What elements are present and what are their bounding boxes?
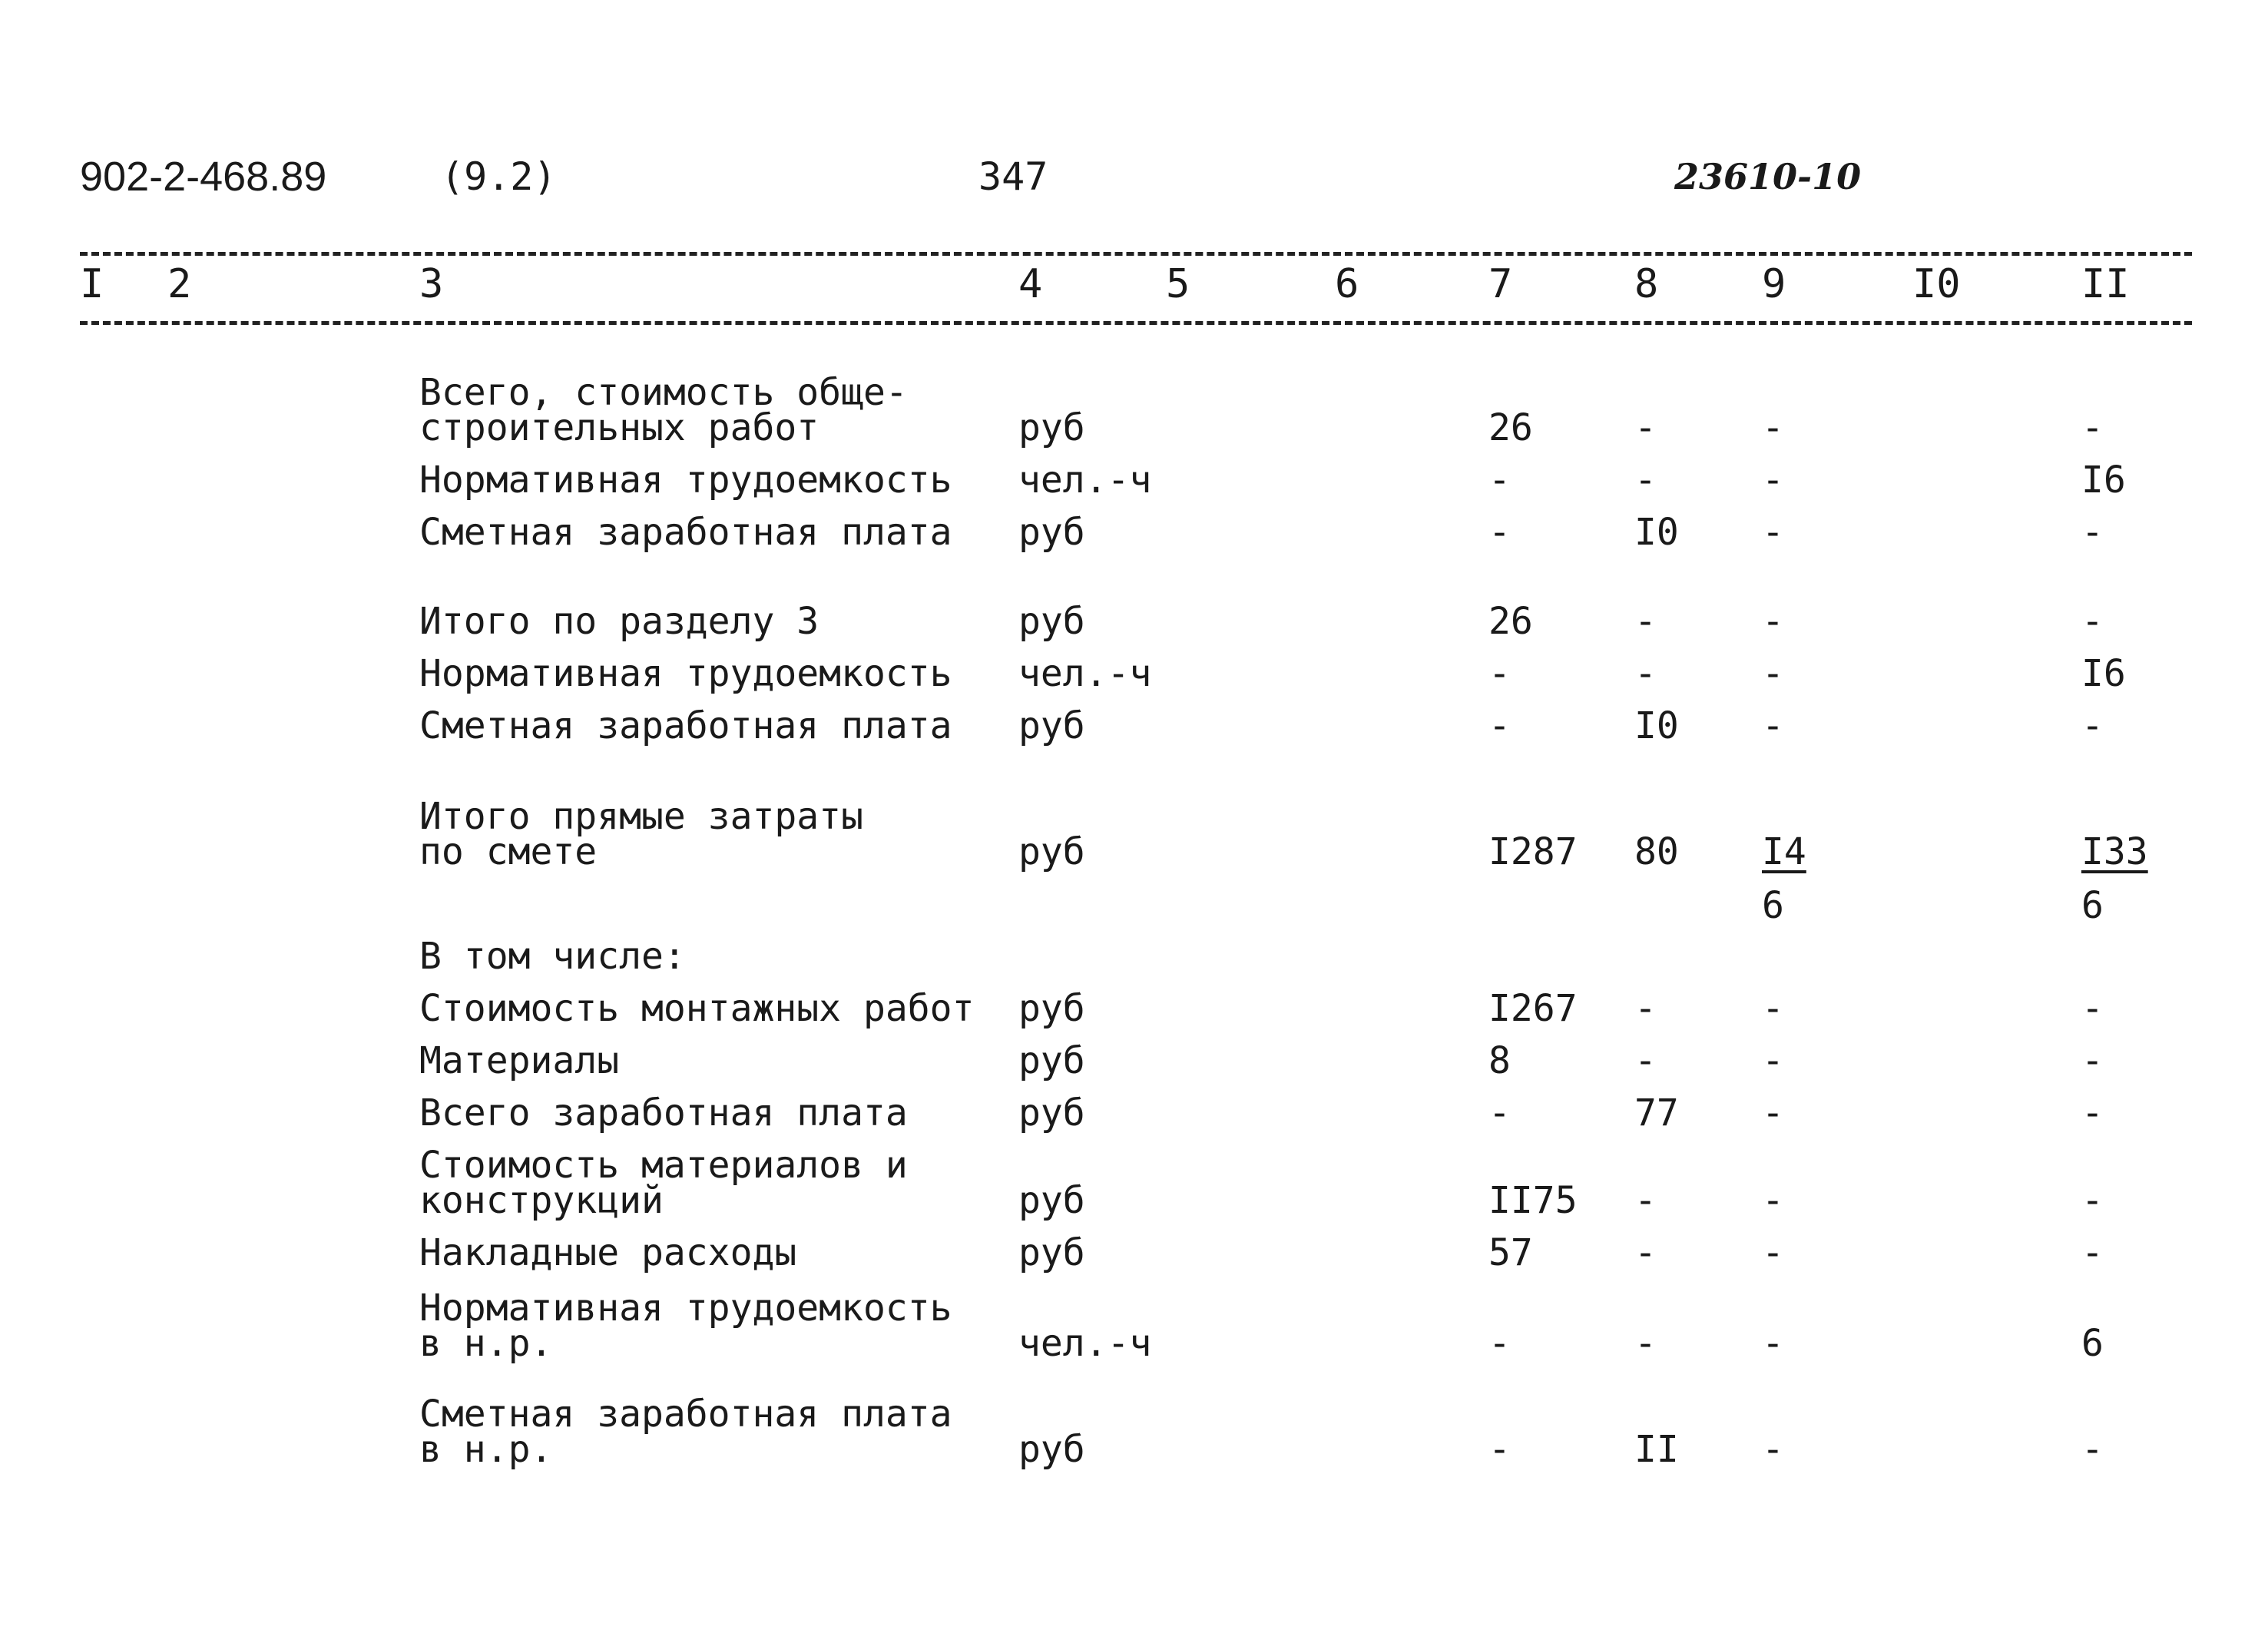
row-col11: - <box>2081 987 2104 1030</box>
row-description: Сметная заработная плата <box>419 704 952 747</box>
row-description: Сметная заработная плата в н.р. <box>419 1393 952 1471</box>
column-number-7: 7 <box>1488 261 1513 307</box>
row-unit: руб <box>1018 704 1085 747</box>
row-description: Итого прямые затраты по смете <box>419 795 863 873</box>
row-col8: - <box>1634 459 1657 502</box>
column-number-3: 3 <box>419 261 444 307</box>
column-number-11: II <box>2081 261 2130 307</box>
row-unit: руб <box>1018 1091 1085 1134</box>
row-col7: - <box>1488 652 1511 695</box>
row-unit: руб <box>1018 830 1085 873</box>
row-col9: - <box>1762 704 1784 747</box>
row-col9: - <box>1762 987 1784 1030</box>
row-col8: 77 <box>1634 1091 1679 1134</box>
row-col9: - <box>1762 1231 1784 1274</box>
row-col9: - <box>1762 459 1784 502</box>
row-description: Всего заработная плата <box>419 1091 908 1134</box>
row-description: Всего, стоимость обще- строительных работ <box>419 371 908 449</box>
row-unit: руб <box>1018 1039 1085 1082</box>
row-col11-numerator: I33 <box>2081 830 2148 873</box>
row-description: Нормативная трудоемкость <box>419 652 952 695</box>
row-col7: 26 <box>1488 406 1533 449</box>
row-col8: - <box>1634 406 1657 449</box>
column-number-9: 9 <box>1762 261 1786 307</box>
row-unit: чел.-ч <box>1018 459 1152 502</box>
row-col9: - <box>1762 1322 1784 1365</box>
row-col9: - <box>1762 1428 1784 1471</box>
column-number-2: 2 <box>167 261 192 307</box>
row-col8: I0 <box>1634 511 1679 554</box>
row-col7: - <box>1488 704 1511 747</box>
row-col9: - <box>1762 406 1784 449</box>
row-col8: II <box>1634 1428 1679 1471</box>
row-description: Сметная заработная плата <box>419 511 952 554</box>
row-col8: - <box>1634 652 1657 695</box>
column-number-8: 8 <box>1634 261 1659 307</box>
row-description: Итого по разделу 3 <box>419 600 819 643</box>
row-col7: 26 <box>1488 600 1533 643</box>
row-col9: - <box>1762 600 1784 643</box>
row-subheading: В том числе: <box>419 935 686 978</box>
row-unit: руб <box>1018 1428 1085 1471</box>
row-col8: - <box>1634 600 1657 643</box>
row-col9-denominator: 6 <box>1762 884 1784 927</box>
row-col7: 8 <box>1488 1039 1511 1082</box>
row-col7: - <box>1488 1322 1511 1365</box>
document-code: 902-2-468.89 <box>80 154 327 200</box>
row-col9: - <box>1762 1091 1784 1134</box>
row-unit: чел.-ч <box>1018 1322 1152 1365</box>
row-col9: - <box>1762 1039 1784 1082</box>
row-col11: - <box>2081 1039 2104 1082</box>
row-col11: I6 <box>2081 652 2126 695</box>
row-col11: - <box>2081 1231 2104 1274</box>
row-col8: - <box>1634 1322 1657 1365</box>
column-number-6: 6 <box>1335 261 1359 307</box>
row-description: Материалы <box>419 1039 620 1082</box>
row-unit: чел.-ч <box>1018 652 1152 695</box>
row-unit: руб <box>1018 600 1085 643</box>
handwritten-number: 23610-10 <box>1674 156 1862 197</box>
row-col11: - <box>2081 1091 2104 1134</box>
row-description: Стоимость материалов и конструкций <box>419 1144 908 1222</box>
row-description: Накладные расходы <box>419 1231 797 1274</box>
row-col8: - <box>1634 987 1657 1030</box>
row-unit: руб <box>1018 511 1085 554</box>
section-number: (9.2) <box>441 154 557 199</box>
row-col8: 80 <box>1634 830 1679 873</box>
row-col9: - <box>1762 1179 1784 1222</box>
row-col11: - <box>2081 1428 2104 1471</box>
row-col9: - <box>1762 511 1784 554</box>
row-unit: руб <box>1018 1179 1085 1222</box>
row-unit: руб <box>1018 406 1085 449</box>
row-description: Нормативная трудоемкость <box>419 459 952 502</box>
row-col7: II75 <box>1488 1179 1578 1222</box>
row-col8: I0 <box>1634 704 1679 747</box>
row-col7: - <box>1488 1091 1511 1134</box>
row-col7: - <box>1488 459 1511 502</box>
column-number-5: 5 <box>1166 261 1190 307</box>
row-col7: - <box>1488 1428 1511 1471</box>
row-col9: - <box>1762 652 1784 695</box>
row-col7: I287 <box>1488 830 1578 873</box>
row-col11: - <box>2081 511 2104 554</box>
row-col8: - <box>1634 1039 1657 1082</box>
row-description: Стоимость монтажных работ <box>419 987 975 1030</box>
row-col11: - <box>2081 600 2104 643</box>
row-col7: - <box>1488 511 1511 554</box>
row-col11-denominator: 6 <box>2081 884 2104 927</box>
row-col8: - <box>1634 1231 1657 1274</box>
row-col11: - <box>2081 406 2104 449</box>
column-number-10: I0 <box>1912 261 1961 307</box>
row-col7: 57 <box>1488 1231 1533 1274</box>
row-col8: - <box>1634 1179 1657 1222</box>
page-number: 347 <box>978 154 1048 199</box>
dashed-rule-top <box>80 252 2192 256</box>
row-unit: руб <box>1018 1231 1085 1274</box>
row-col11: - <box>2081 704 2104 747</box>
column-number-1: I <box>80 261 104 307</box>
dashed-rule-bottom <box>80 321 2192 325</box>
row-col11: I6 <box>2081 459 2126 502</box>
row-description: Нормативная трудоемкость в н.р. <box>419 1287 952 1365</box>
row-col11: - <box>2081 1179 2104 1222</box>
row-col11: 6 <box>2081 1322 2104 1365</box>
column-number-4: 4 <box>1018 261 1043 307</box>
row-unit: руб <box>1018 987 1085 1030</box>
row-col9-numerator: I4 <box>1762 830 1806 873</box>
row-col7: I267 <box>1488 987 1578 1030</box>
